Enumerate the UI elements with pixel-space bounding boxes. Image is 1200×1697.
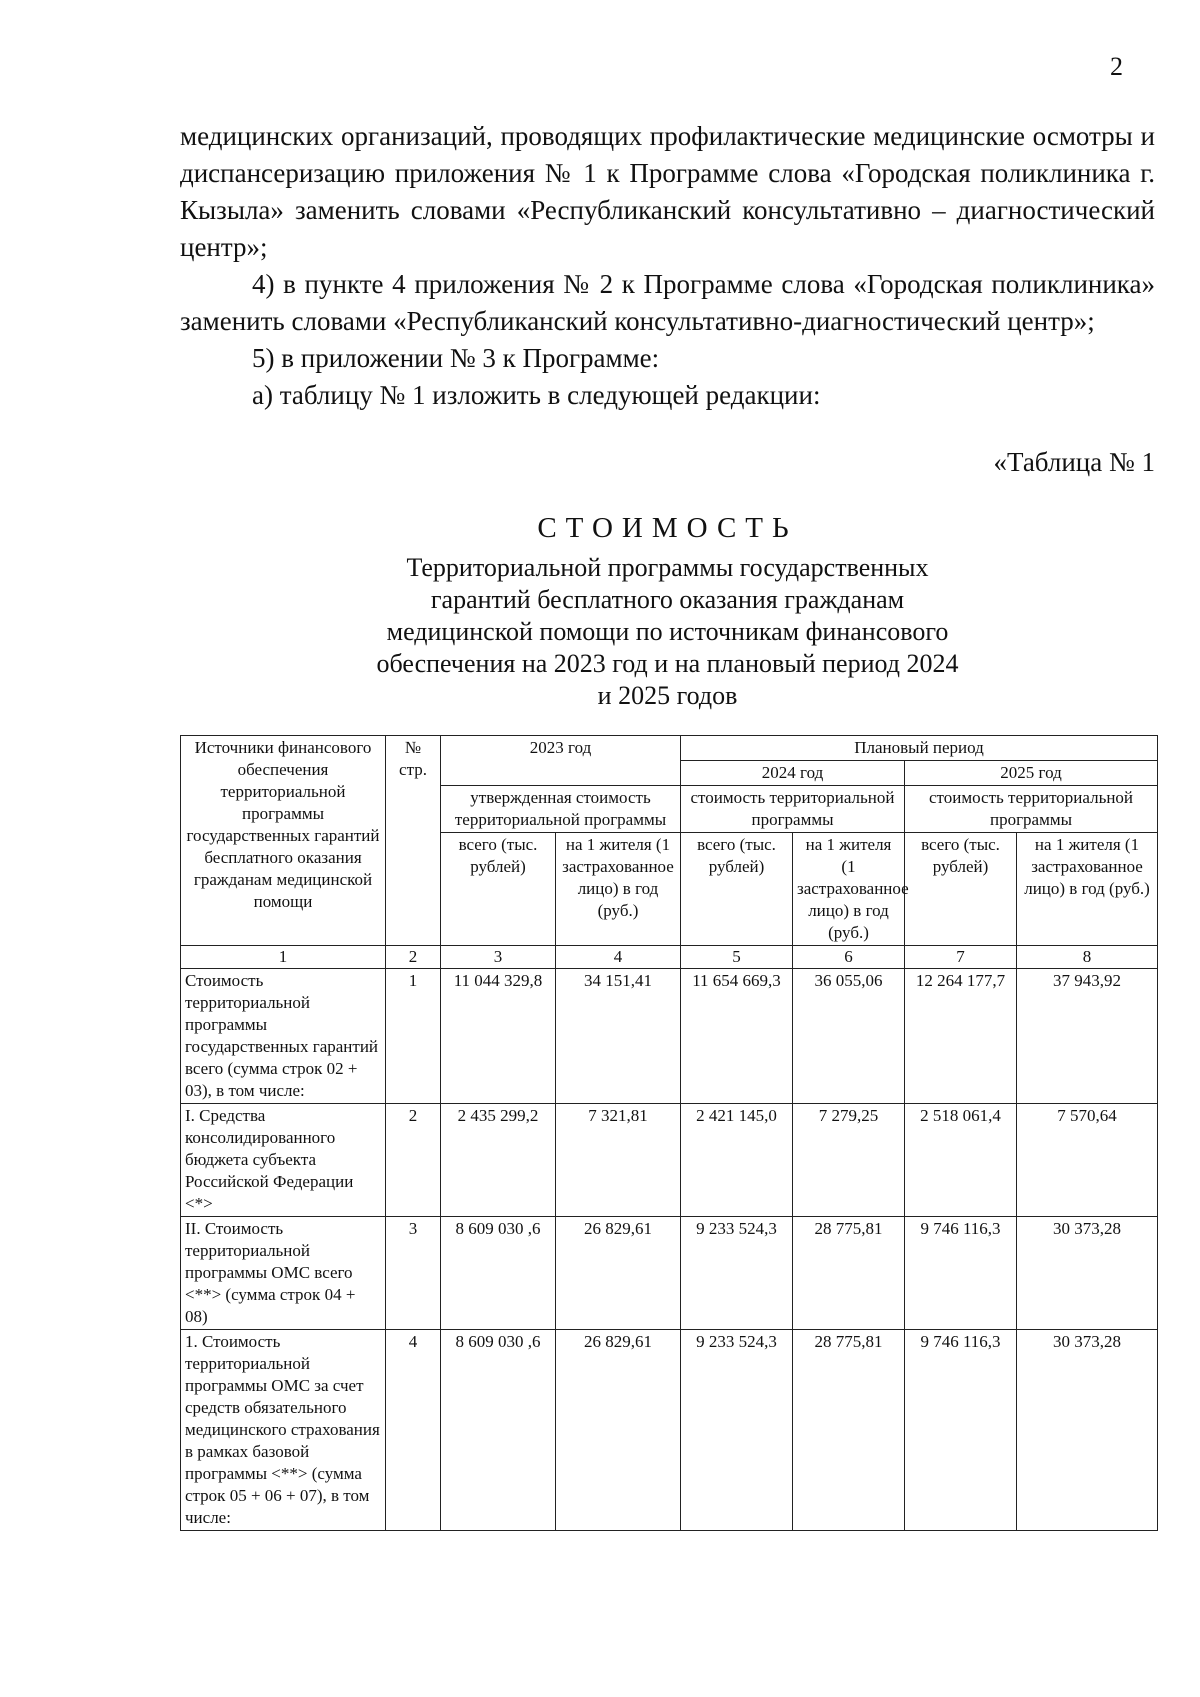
header-row-no: № стр. [386,736,441,946]
value-cell: 2 421 145,0 [681,1104,793,1217]
row-label: Стоимость территориальной программы государственных гарантий всего (сумма строк 02 + 03), в том числе: [181,969,386,1104]
row-number: 1 [386,969,441,1104]
page-number: 2 [1110,52,1123,81]
value-cell: 7 321,81 [556,1104,681,1217]
value-cell: 11 044 329,8 [441,969,556,1104]
header-per-capita-2025: на 1 жителя (1 застрахованное лицо) в год (руб.) [1017,833,1158,946]
row-number: 3 [386,1217,441,1330]
column-number: 1 [181,946,386,969]
table-row [181,969,1158,1104]
value-cell: 37 943,92 [1017,969,1158,1104]
header-per-capita-2023: на 1 жителя (1 застрахованное лицо) в год (руб.) [556,833,681,946]
value-cell: 2 435 299,2 [441,1104,556,1217]
value-cell: 9 746 116,3 [905,1330,1017,1531]
table-reference: «Таблица № 1 [993,447,1155,477]
row-label: II. Стоимость территориальной программы ОМС всего <**> (сумма строк 04 + 08) [181,1217,386,1330]
value-cell: 9 233 524,3 [681,1217,793,1330]
value-cell: 34 151,41 [556,969,681,1104]
column-number: 8 [1017,946,1158,969]
row-label: I. Средства консолидированного бюджета субъекта Российской Федерации <*> [181,1104,386,1217]
value-cell: 7 279,25 [793,1104,905,1217]
header-year-2023: 2023 год [441,736,681,786]
header-approved-cost: утвержденная стоимость территориальной программы [441,786,681,833]
paragraph: а) таблицу № 1 изложить в следующей редакции: [252,380,821,410]
value-cell: 28 775,81 [793,1217,905,1330]
column-number: 7 [905,946,1017,969]
cost-table [180,735,1158,1531]
value-cell: 9 746 116,3 [905,1217,1017,1330]
column-number: 3 [441,946,556,969]
header-year-2025: 2025 год [905,761,1158,786]
table-row [181,1104,1158,1217]
header-total-2024: всего (тыс. рублей) [681,833,793,946]
header-year-2024: 2024 год [681,761,905,786]
header-planned-period: Плановый период [681,736,1158,761]
value-cell: 8 609 030 ,6 [441,1330,556,1531]
paragraph: медицинских организаций, проводящих профилактические медицинские осмотры и диспансеризацию приложения № 1 к Программе слова «Городская поликлиника г. Кызыла» заменить словами «Республиканский консультативно – диагностический центр»; [180,121,1155,262]
heading-subtitle: Территориальной программы государственных гарантий бесплатного оказания гражданам медицинской помощи по источникам финансового обеспечения на 2023 год и на плановый период 2024 и 2025 годов [376,553,959,710]
row-number: 4 [386,1330,441,1531]
column-number: 6 [793,946,905,969]
value-cell: 26 829,61 [556,1217,681,1330]
row-label: 1. Стоимость территориальной программы ОМС за счет средств обязательного медицинского страхования в рамках базовой программы <**> (сумма строк 05 + 06 + 07), в том числе: [181,1330,386,1531]
heading-title: СТОИМОСТЬ [537,512,798,544]
header-cost-2024: стоимость территориальной программы [681,786,905,833]
value-cell: 26 829,61 [556,1330,681,1531]
column-number: 5 [681,946,793,969]
header-total-2025: всего (тыс. рублей) [905,833,1017,946]
row-number: 2 [386,1104,441,1217]
body-text [180,118,1155,414]
header-sources: Источники финансового обеспечения территориальной программы государственных гарантий бесплатного оказания гражданам медицинской помощи [181,736,386,946]
column-number: 4 [556,946,681,969]
value-cell: 30 373,28 [1017,1330,1158,1531]
value-cell: 12 264 177,7 [905,969,1017,1104]
value-cell: 8 609 030 ,6 [441,1217,556,1330]
paragraph: 4) в пункте 4 приложения № 2 к Программе слова «Городская поликлиника» заменить словами «Республиканский консультативно-диагностический центр»; [180,269,1155,336]
value-cell: 9 233 524,3 [681,1330,793,1531]
document-heading [180,508,1155,712]
table-row [181,1330,1158,1531]
value-cell: 30 373,28 [1017,1217,1158,1330]
paragraph: 5) в приложении № 3 к Программе: [252,343,660,373]
value-cell: 11 654 669,3 [681,969,793,1104]
table-row [181,1217,1158,1330]
header-cost-2025: стоимость территориальной программы [905,786,1158,833]
header-total-2023: всего (тыс. рублей) [441,833,556,946]
value-cell: 7 570,64 [1017,1104,1158,1217]
column-number-row [181,946,1158,969]
value-cell: 36 055,06 [793,969,905,1104]
header-per-capita-2024: на 1 жителя (1 застрахованное лицо) в год (руб.) [793,833,905,946]
value-cell: 28 775,81 [793,1330,905,1531]
column-number: 2 [386,946,441,969]
value-cell: 2 518 061,4 [905,1104,1017,1217]
